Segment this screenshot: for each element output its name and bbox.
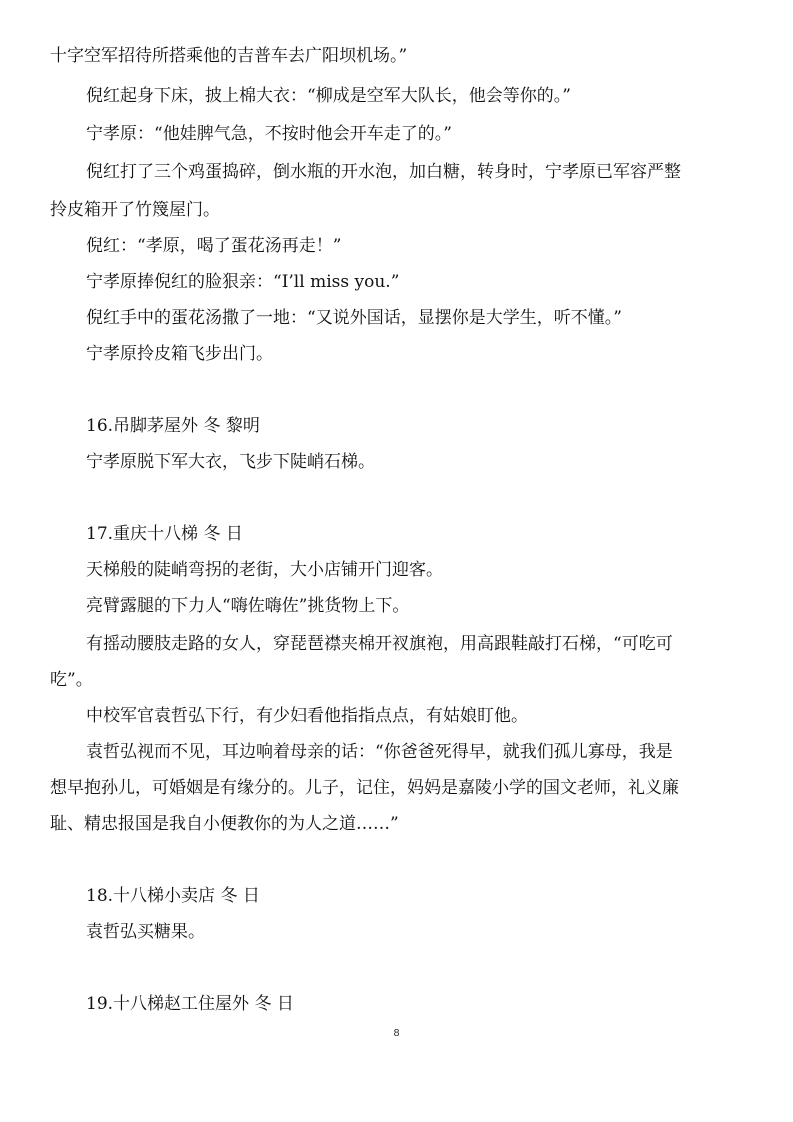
text-line: 袁哲弘视而不见，耳边响着母亲的话：“你爸爸死得早，就我们孤儿寡母，我是 bbox=[86, 742, 673, 762]
scene-heading: 17.重庆十八梯 冬 日 bbox=[86, 524, 243, 544]
scene-heading: 19.十八梯赵工住屋外 冬 日 bbox=[86, 994, 294, 1014]
text-line: 十字空军招待所搭乘他的吉普车去广阳坝机场。” bbox=[50, 46, 408, 66]
text-line: 倪红手中的蛋花汤撒了一地：“又说外国话，显摆你是大学生，听不懂。” bbox=[86, 308, 622, 328]
text-line: 宁孝原拎皮箱飞步出门。 bbox=[86, 344, 273, 364]
text-line: 亮臂露腿的下力人“嗨佐嗨佐”挑货物上下。 bbox=[86, 596, 410, 616]
text-line: 宁孝原脱下军大衣，飞步下陡峭石梯。 bbox=[86, 452, 375, 472]
text-line: 耻、精忠报国是我自小便教你的为人之道……” bbox=[50, 814, 399, 834]
scene-heading: 18.十八梯小卖店 冬 日 bbox=[86, 886, 260, 906]
text-line: 倪红：“孝原，喝了蛋花汤再走！” bbox=[86, 236, 342, 256]
text-line: 天梯般的陡峭弯拐的老街，大小店铺开门迎客。 bbox=[86, 560, 443, 580]
text-line: 拎皮箱开了竹篾屋门。 bbox=[50, 200, 220, 220]
text-line: 有摇动腰肢走路的女人，穿琵琶襟夹棉开衩旗袍，用高跟鞋敲打石梯，“可吃可 bbox=[86, 634, 673, 654]
text-line: 想早抱孙儿，可婚姻是有缘分的。儿子，记住，妈妈是嘉陵小学的国文老师，礼义廉 bbox=[50, 778, 679, 798]
text-line: 宁孝原：“他娃脾气急，不按时他会开车走了的。” bbox=[86, 124, 452, 144]
text-line: 倪红起身下床，披上棉大衣：“柳成是空军大队长，他会等你的。” bbox=[86, 86, 571, 106]
text-line: 宁孝原捧倪红的脸狠亲：“I’ll miss you.” bbox=[86, 272, 400, 292]
text-line: 袁哲弘买糖果。 bbox=[86, 922, 205, 942]
text-line: 吃”。 bbox=[50, 670, 93, 690]
text-line: 中校军官袁哲弘下行，有少妇看他指指点点，有姑娘盯他。 bbox=[86, 706, 528, 726]
page-number: 8 bbox=[393, 1028, 400, 1039]
text-line: 倪红打了三个鸡蛋捣碎，倒水瓶的开水泡，加白糖，转身时，宁孝原已军容严整 bbox=[86, 162, 681, 182]
scene-heading: 16.吊脚茅屋外 冬 黎明 bbox=[86, 416, 260, 436]
